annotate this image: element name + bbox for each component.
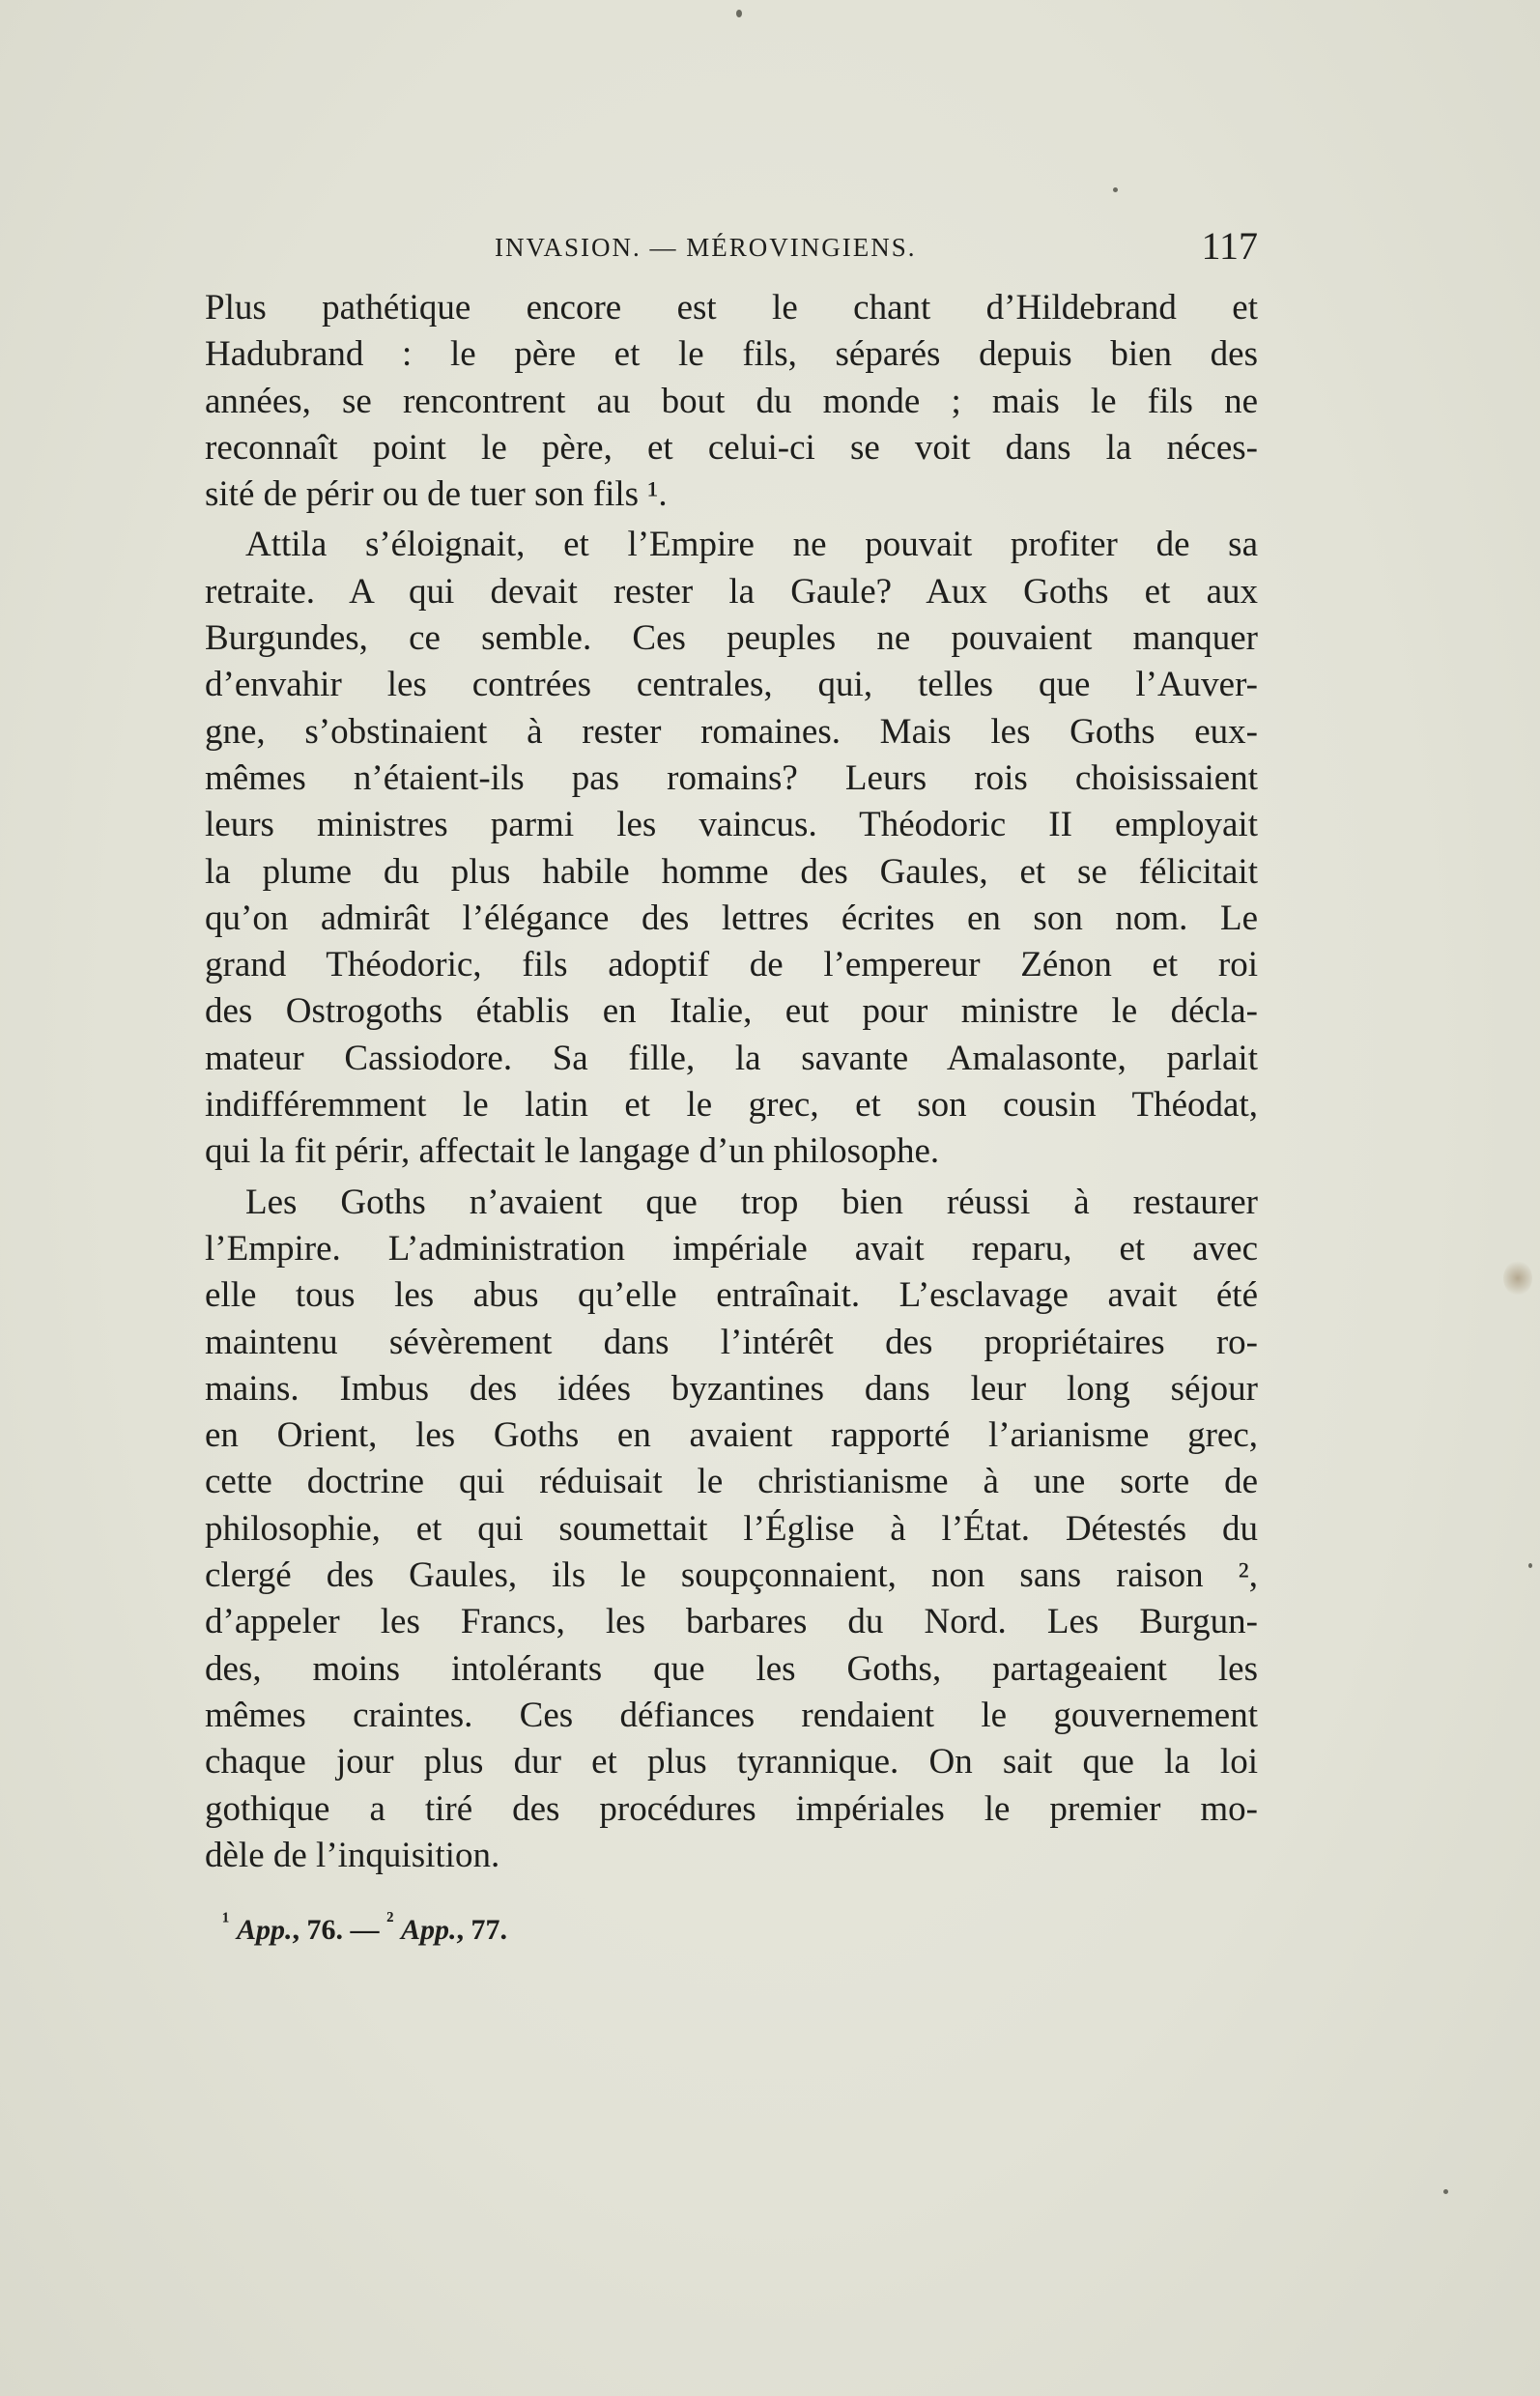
text-line: philosophie, et qui soumettait l’Église à l’État. Détestés du	[205, 1508, 1258, 1549]
text-line: reconnaît point le père, et celui-ci se voit dans la néces-	[205, 427, 1258, 468]
body-text	[205, 285, 1258, 1879]
paper-stain	[1503, 1261, 1532, 1296]
paper-speck	[1528, 1563, 1532, 1568]
text-line: gne, s’obstinaient à rester romaines. Mais les Goths eux-	[205, 711, 1258, 752]
text-line: dèle de l’inquisition.	[205, 1835, 500, 1875]
text-line: la plume du plus habile homme des Gaules, et se félicitait	[205, 851, 1258, 892]
text-line: l’Empire. L’administration impériale avait reparu, et avec	[205, 1228, 1258, 1269]
text-line: d’appeler les Francs, les barbares du Nord. Les Burgun-	[205, 1602, 1258, 1642]
page-header	[205, 225, 1258, 273]
text-line: grand Théodoric, fils adoptif de l’empereur Zénon et roi	[205, 945, 1258, 985]
text-line: années, se rencontrent au bout du monde ; mais le fils ne	[205, 381, 1258, 421]
paragraph-1	[205, 285, 1258, 518]
text-line: leurs ministres parmi les vaincus. Théodoric II employait	[205, 805, 1258, 845]
text-line: maintenu sévèrement dans l’intérêt des propriétaires ro-	[205, 1322, 1258, 1362]
text-line: indifféremment le latin et le grec, et son cousin Théodat,	[205, 1085, 1258, 1126]
text-line: qu’on admirât l’élégance des lettres écrites en son nom. Le	[205, 898, 1258, 938]
text-line: en Orient, les Goths en avaient rapporté l’arianisme grec,	[205, 1415, 1258, 1456]
footnote-mark-2: ²	[386, 1908, 394, 1934]
page-number: 117	[1201, 224, 1258, 268]
text-line: mateur Cassiodore. Sa fille, la savante Amalasonte, parlait	[205, 1038, 1258, 1078]
text-line: Burgundes, ce semble. Ces peuples ne pouvaient manquer	[205, 618, 1258, 659]
text-line: clergé des Gaules, ils le soupçonnaient, non sans raison ²,	[205, 1555, 1258, 1596]
footnote-ref-1: App.	[237, 1914, 293, 1946]
text-line: d’envahir les contrées centrales, qui, telles que l’Auver-	[205, 665, 1258, 705]
text-line: mêmes n’étaient-ils pas romains? Leurs rois choisissaient	[205, 757, 1258, 798]
paragraph-3	[205, 1180, 1258, 1879]
footnote-num-2: , 77.	[456, 1914, 508, 1946]
text-line: qui la fit périr, affectait le langage d’un philosophe.	[205, 1131, 940, 1172]
footnote-num-1: , 76. —	[292, 1914, 387, 1946]
text-line: mêmes craintes. Ces défiances rendaient le gouvernement	[205, 1695, 1258, 1735]
paragraph-2	[205, 522, 1258, 1175]
text-line: Hadubrand : le père et le fils, séparés depuis bien des	[205, 334, 1258, 375]
text-line: gothique a tiré des procédures impériales le premier mo-	[205, 1788, 1258, 1829]
footnotes	[222, 1908, 507, 1947]
text-line: cette doctrine qui réduisait le christianisme à une sorte de	[205, 1462, 1258, 1502]
footnote-mark-1: ¹	[222, 1908, 230, 1934]
text-line: Attila s’éloignait, et l’Empire ne pouvait profiter de sa	[245, 525, 1258, 565]
text-line: chaque jour plus dur et plus tyrannique. On sait que la loi	[205, 1742, 1258, 1783]
text-line: mains. Imbus des idées byzantines dans leur long séjour	[205, 1368, 1258, 1409]
text-line: Plus pathétique encore est le chant d’Hildebrand et	[205, 288, 1258, 328]
text-line: sité de périr ou de tuer son fils ¹.	[205, 474, 668, 515]
paper-speck	[1443, 2189, 1448, 2194]
text-line: elle tous les abus qu’elle entraînait. L’esclavage avait été	[205, 1275, 1258, 1316]
text-line: des, moins intolérants que les Goths, partageaient les	[205, 1648, 1258, 1689]
text-line: des Ostrogoths établis en Italie, eut pour ministre le décla-	[205, 991, 1258, 1032]
paper-speck	[1113, 187, 1118, 192]
running-title: INVASION. — MÉROVINGIENS.	[495, 233, 917, 262]
paper-speck	[736, 10, 742, 17]
text-line: Les Goths n’avaient que trop bien réussi à restaurer	[245, 1182, 1258, 1222]
footnote-ref-2: App.	[401, 1914, 457, 1946]
text-line: retraite. A qui devait rester la Gaule? Aux Goths et aux	[205, 571, 1258, 612]
